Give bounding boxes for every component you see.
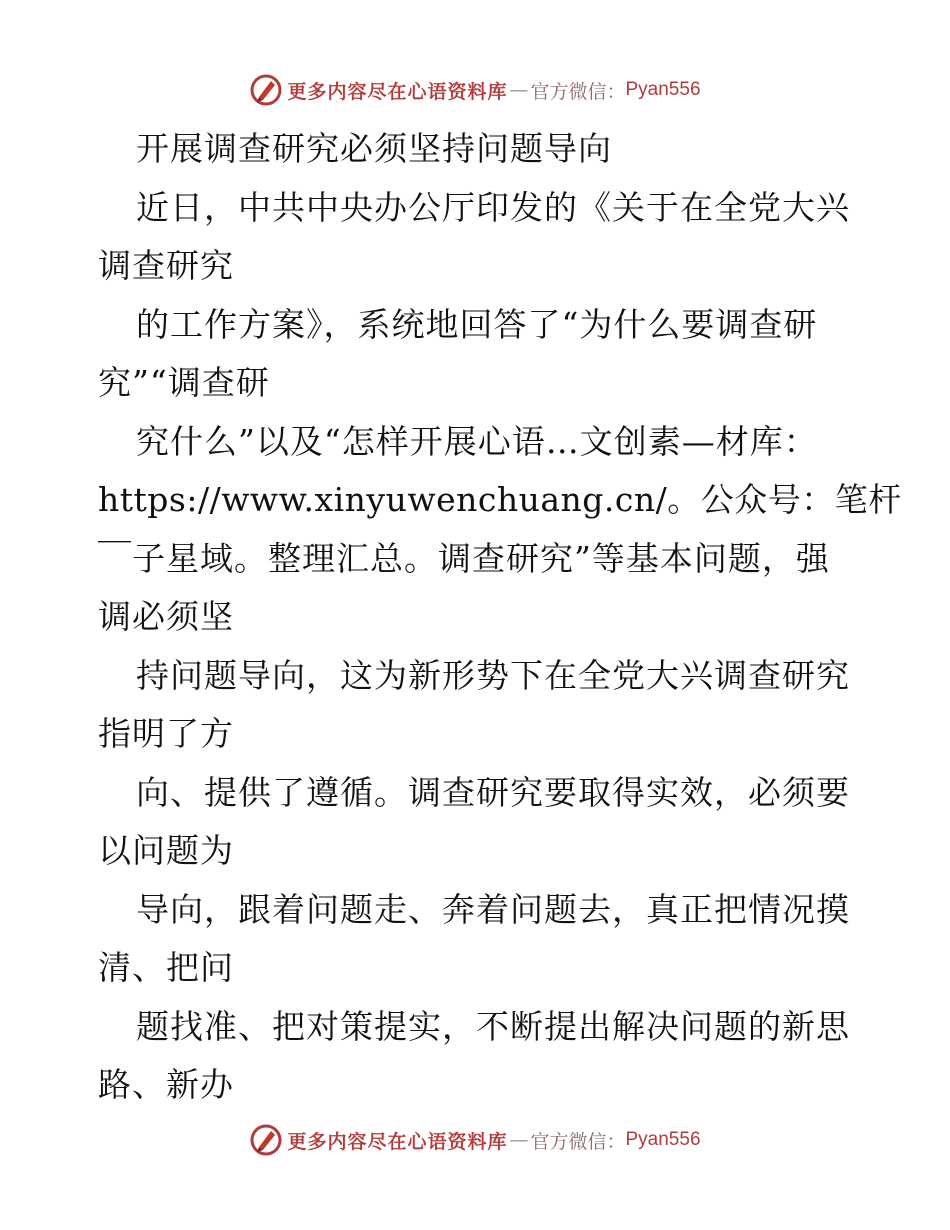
pen-logo-icon (249, 1123, 283, 1157)
text-line: 持问题导向，这为新形势下在全党大兴调查研究 (136, 655, 850, 695)
text-line: 题找准、把对策提实，不断提出解决问题的新思 (136, 1006, 850, 1046)
pen-logo-icon (249, 73, 283, 107)
banner-separator: — (509, 79, 529, 101)
text-line: 究什么”以及“怎样开展心语…文创素—材库： (136, 421, 818, 461)
document-title: 开展调查研究必须坚持问题导向 (136, 129, 612, 168)
text-line: 路、新办 (98, 1065, 234, 1104)
text-line: 向、提供了遵循。调查研究要取得实效，必须要 (136, 772, 850, 812)
text-line: 清、把问 (98, 948, 234, 987)
document-body (98, 120, 902, 1115)
text-line: 近日，中共中央办公厅印发的《关于在全党大兴 (136, 187, 850, 227)
text-line: 调查研究 (98, 246, 234, 285)
text-line: 导向，跟着问题走、奔着问题去，真正把情况摸 (136, 889, 850, 929)
text-line: 的工作方案》，系统地回答了“为什么要调查研 (136, 304, 818, 344)
text-line: 究”“调查研 (98, 363, 270, 402)
footer-banner (0, 1120, 950, 1160)
text-line: 调必须坚 (98, 597, 234, 636)
text-line: 指明了方 (98, 714, 234, 753)
text-line: ￣子星域。整理汇总。调查研究”等基本问题，强 (98, 538, 830, 578)
banner-separator: — (509, 1129, 529, 1151)
banner-title: 更多内容尽在心语资料库 (287, 80, 508, 103)
header-banner (0, 70, 950, 110)
banner-wechat-id: Pyan556 (625, 1129, 701, 1150)
text-line: https://www.xinyuwenchuang.cn/。公众号：笔杆 (98, 480, 902, 519)
banner-wechat-id: Pyan556 (625, 79, 701, 100)
banner-wechat-label: 官方微信： (530, 80, 626, 103)
banner-wechat-label: 官方微信： (530, 1130, 626, 1153)
text-line: 以问题为 (98, 831, 234, 870)
banner-title: 更多内容尽在心语资料库 (287, 1130, 508, 1153)
